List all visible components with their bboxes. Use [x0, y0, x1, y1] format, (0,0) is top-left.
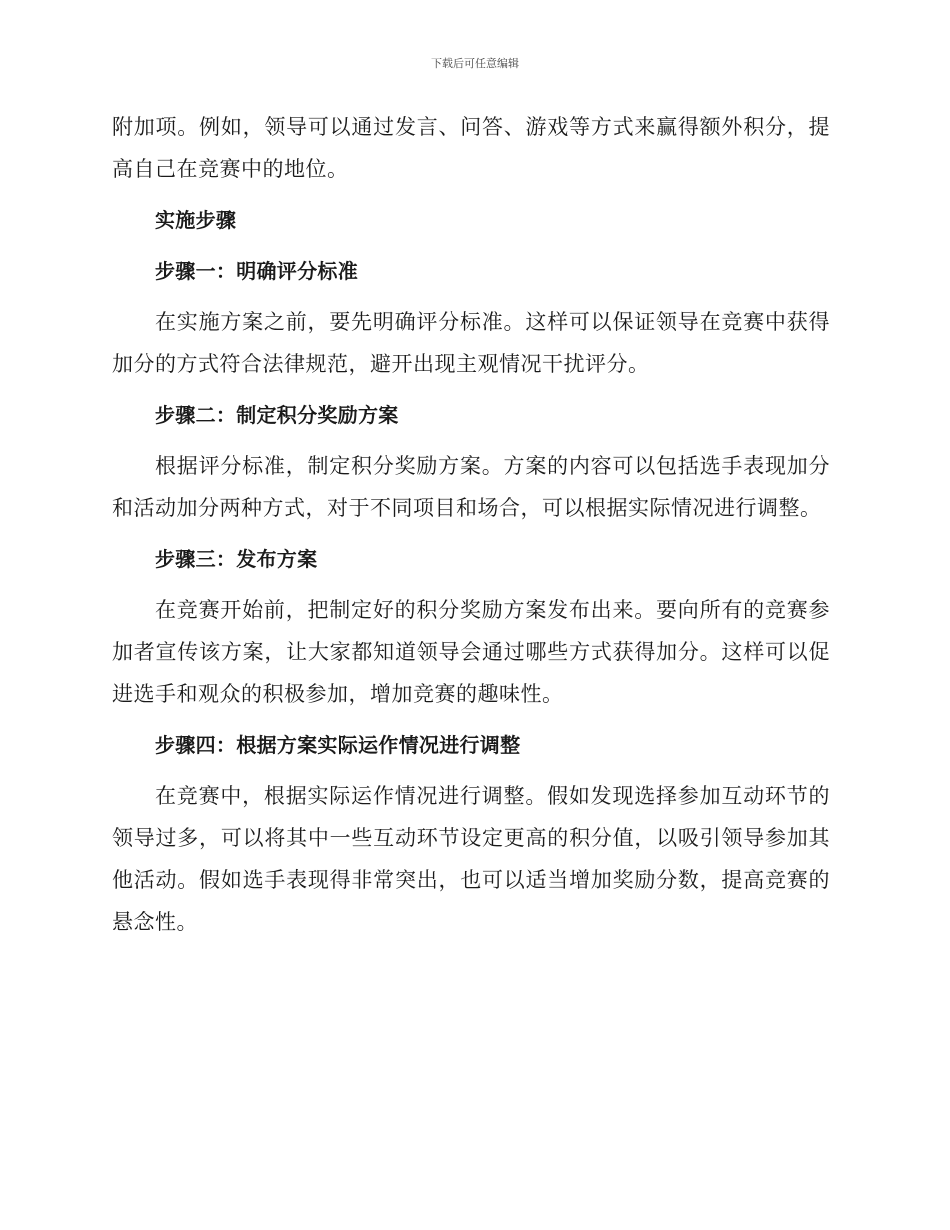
step-3-paragraph: 在竞赛开始前，把制定好的积分奖励方案发布出来。要向所有的竞赛参加者宣传该方案，让大家都知道领导会通过哪些方式获得加分。这样可以促进选手和观众的积极参加，增加竞赛的趣味性。	[112, 598, 830, 706]
step-1-heading: 步骤一：明确评分标准	[155, 259, 358, 283]
page-header: 下载后可任意编辑	[431, 57, 519, 70]
step-1-paragraph: 在实施方案之前，要先明确评分标准。这样可以保证领导在竞赛中获得加分的方式符合法律规范，避开出现主观情况干扰评分。	[112, 310, 830, 376]
section-heading-implementation: 实施步骤	[155, 208, 237, 232]
step-3-heading: 步骤三：发布方案	[155, 547, 318, 571]
step-2-heading: 步骤二：制定积分奖励方案	[155, 403, 399, 427]
step-4-heading: 步骤四：根据方案实际运作情况进行调整	[155, 733, 521, 757]
paragraph-continuation: 附加项。例如，领导可以通过发言、问答、游戏等方式来赢得额外积分，提高自己在竞赛中的地位。	[112, 115, 830, 181]
step-2-paragraph: 根据评分标准，制定积分奖励方案。方案的内容可以包括选手表现加分和活动加分两种方式，对于不同项目和场合，可以根据实际情况进行调整。	[112, 454, 830, 520]
step-4-paragraph: 在竞赛中，根据实际运作情况进行调整。假如发现选择参加互动环节的领导过多，可以将其中一些互动环节设定更高的积分值，以吸引领导参加其他活动。假如选手表现得非常突出，也可以适当增加奖励分数，提高竞赛的悬念性。	[112, 784, 830, 934]
document-body	[112, 106, 830, 952]
